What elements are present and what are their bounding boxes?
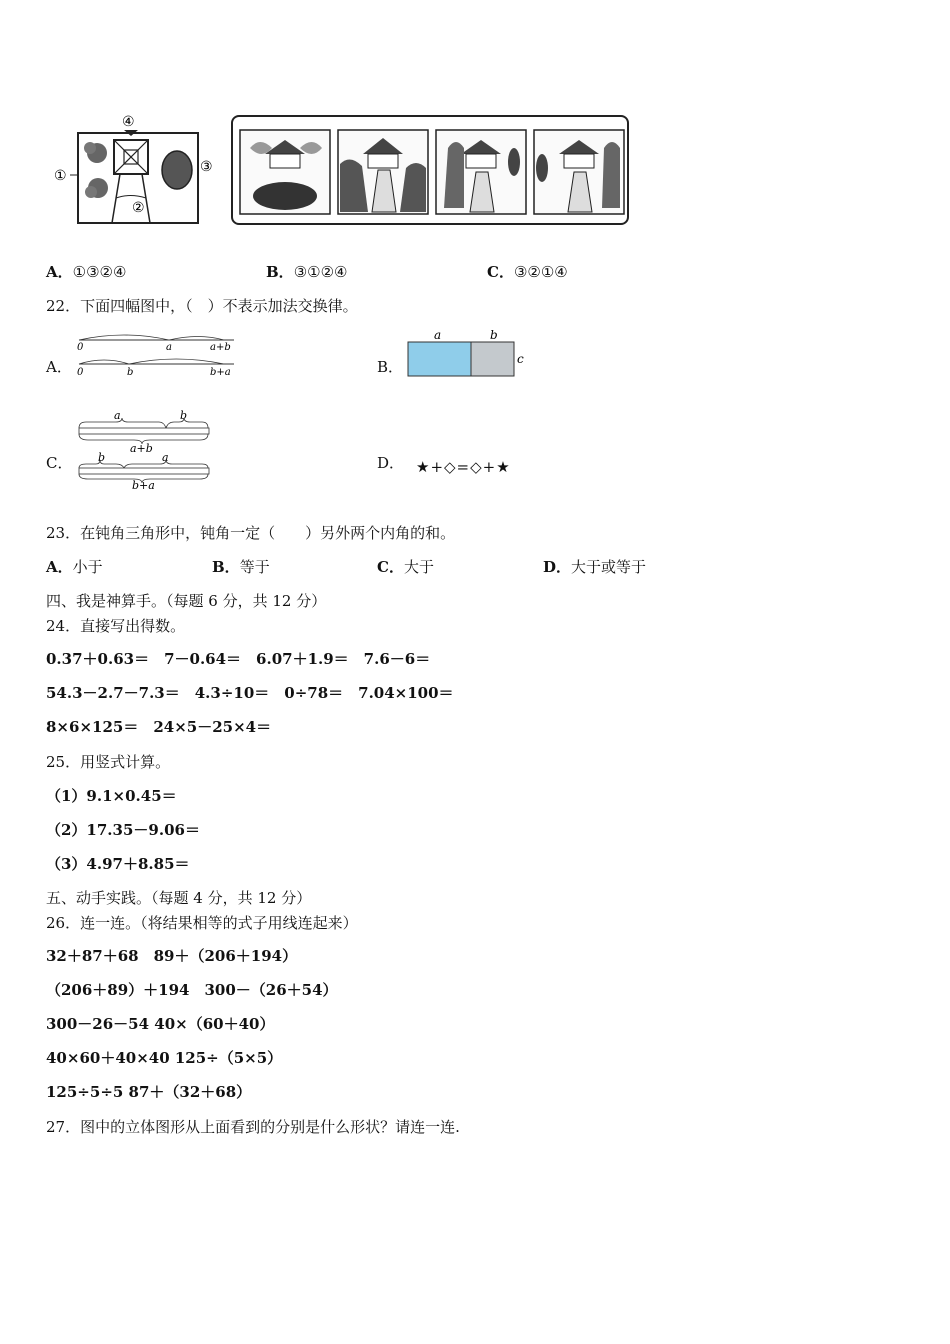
q22-c-bottom-label-b: b: [98, 451, 106, 464]
q22-d-formula: ★+◇=◇+★: [416, 458, 511, 476]
q22-b-rect-right: [471, 342, 514, 376]
q25-item-1: （1）9.1×0.45＝: [46, 787, 177, 805]
q25-title: 25．用竖式计算。: [46, 753, 171, 771]
q26-row-2: （206＋89）＋194 300－（26＋54）: [46, 981, 338, 999]
q22-c-bottom-label-a: a: [162, 451, 169, 464]
q24-title: 24．直接写出得数。: [46, 617, 186, 635]
q26-title: 26．连一连。（将结果相等的式子用线连起来）: [46, 914, 358, 932]
q24-row-3: 8×6×125＝ 24×5－25×4＝: [46, 718, 272, 736]
q22-c-top-label-b: b: [180, 409, 188, 422]
map-label-3: ③: [200, 159, 213, 175]
q24-row-2: 54.3－2.7－7.3＝ 4.3÷10＝ 0÷78＝ 7.04×100＝: [46, 684, 454, 702]
q21-option-b[interactable]: B．③①②④: [266, 263, 348, 281]
q23-option-a[interactable]: A．小于: [46, 558, 103, 576]
scene-panels: [232, 116, 628, 224]
q21-figure: [50, 108, 640, 233]
q22-c-brace-diagram: [74, 406, 219, 490]
q23-option-b[interactable]: B．等于: [212, 558, 270, 576]
q22-a-top-label-2: a+b: [210, 342, 231, 353]
q22-b-rectangle-diagram: [404, 326, 534, 380]
q22-b-label-b: b: [490, 328, 498, 342]
q22-option-c-letter[interactable]: C．: [46, 454, 73, 472]
q23-question: 23．在钝角三角形中，钝角一定（ ）另外两个内角的和。: [46, 524, 456, 542]
q22-option-a-letter[interactable]: A．: [46, 358, 72, 376]
q22-c-top-label-sum: a+b: [130, 442, 153, 455]
q22-b-rect-left: [408, 342, 471, 376]
q22-c-top-label-a: a: [114, 409, 121, 422]
q22-option-b-letter[interactable]: B．: [377, 358, 404, 376]
q23-option-c[interactable]: C．大于: [377, 558, 434, 576]
q24-row-1: 0.37＋0.63＝ 7－0.64＝ 6.07＋1.9＝ 7.6－6＝: [46, 650, 431, 668]
q23-option-d[interactable]: D．大于或等于: [543, 558, 647, 576]
q26-row-1: 32＋87＋68 89＋（206＋194）: [46, 947, 298, 965]
section-4-heading: 四、我是神算手。（每题 6 分，共 12 分）: [46, 592, 327, 610]
q22-a-bottom-label-1: b: [127, 367, 134, 378]
q22-question: 22．下面四幅图中，（ ）不表示加法交换律。: [46, 297, 358, 315]
q21-option-a[interactable]: A．①③②④: [46, 263, 127, 281]
q27-title: 27．图中的立体图形从上面看到的分别是什么形状？请连一连.: [46, 1118, 460, 1136]
q26-row-5: 125÷5÷5 87＋（32＋68）: [46, 1083, 252, 1101]
q22-a-top-label-1: a: [166, 342, 172, 353]
q22-b-label-a: a: [434, 328, 442, 342]
section-5-heading: 五、动手实践。（每题 4 分，共 12 分）: [46, 889, 312, 907]
q21-option-c[interactable]: C．③②①④: [487, 263, 568, 281]
q22-c-bottom-label-sum: b+a: [132, 479, 155, 490]
q25-item-2: （2）17.35－9.06＝: [46, 821, 200, 839]
q22-option-d-letter[interactable]: D．: [377, 454, 405, 472]
q22-a-bottom-label-0: 0: [77, 367, 84, 378]
map-label-4: ④: [122, 114, 135, 130]
map-label-1: ①: [54, 168, 67, 184]
map-diagram: [54, 114, 213, 223]
q26-row-3: 300－26－54 40×（60＋40）: [46, 1015, 275, 1033]
q22-a-bottom-label-2: b+a: [210, 367, 231, 378]
map-label-2: ②: [132, 200, 145, 216]
q22-a-top-label-0: 0: [77, 342, 84, 353]
q22-a-numberline-diagram: [74, 330, 244, 382]
q25-item-3: （3）4.97＋8.85＝: [46, 855, 190, 873]
q22-b-label-c: c: [517, 352, 524, 366]
q26-row-4: 40×60＋40×40 125÷（5×5）: [46, 1049, 283, 1067]
